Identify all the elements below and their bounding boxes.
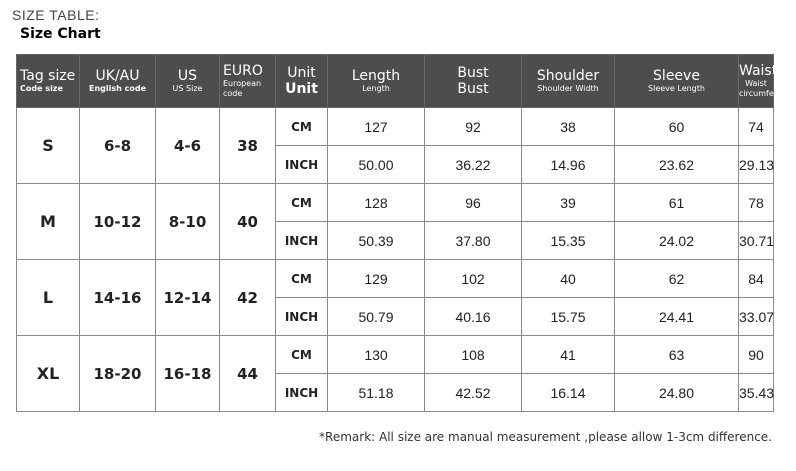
cell-shoulder: 15.35 — [522, 222, 615, 260]
size-chart-table — [16, 54, 796, 412]
cell-bust: 37.80 — [425, 222, 522, 260]
cell-waist: 29.13 — [739, 146, 774, 184]
cell-waist: 35.43 — [739, 374, 774, 412]
cell-waist: 30.71 — [739, 222, 774, 260]
cell-bust: 42.52 — [425, 374, 522, 412]
header-unit: Unit Unit — [276, 55, 328, 108]
table-row — [17, 260, 774, 298]
size-tag: M — [17, 184, 80, 260]
size-tag: S — [17, 108, 80, 184]
table-row — [17, 184, 774, 222]
header-shoulder: Shoulder Shoulder Width — [522, 55, 615, 108]
cell-sleeve: 60 — [615, 108, 739, 146]
cell-bust: 40.16 — [425, 298, 522, 336]
size-tag: L — [17, 260, 80, 336]
table-row — [17, 336, 774, 374]
cell-length: 50.39 — [328, 222, 425, 260]
cell-shoulder: 14.96 — [522, 146, 615, 184]
euro-code: 38 — [220, 108, 276, 184]
unit-cm: CM — [276, 336, 328, 374]
unit-inch: INCH — [276, 298, 328, 336]
cell-length: 51.18 — [328, 374, 425, 412]
cell-waist: 74 — [739, 108, 774, 146]
cell-sleeve: 24.41 — [615, 298, 739, 336]
cell-length: 50.00 — [328, 146, 425, 184]
header-bust: Bust Bust — [425, 55, 522, 108]
unit-cm: CM — [276, 260, 328, 298]
header-us: US US Size — [156, 55, 220, 108]
cell-bust: 102 — [425, 260, 522, 298]
unit-cm: CM — [276, 184, 328, 222]
cell-bust: 92 — [425, 108, 522, 146]
cell-length: 127 — [328, 108, 425, 146]
remark-note: *Remark: All size are manual measurement ,please allow 1-3cm difference. — [319, 430, 772, 444]
table-row — [17, 108, 774, 146]
uk-code: 18-20 — [80, 336, 156, 412]
cell-shoulder: 15.75 — [522, 298, 615, 336]
size-tag: XL — [17, 336, 80, 412]
cell-shoulder: 41 — [522, 336, 615, 374]
header-uk-au: UK/AU English code — [80, 55, 156, 108]
unit-inch: INCH — [276, 374, 328, 412]
unit-inch: INCH — [276, 146, 328, 184]
cell-bust: 108 — [425, 336, 522, 374]
cell-length: 128 — [328, 184, 425, 222]
unit-cm: CM — [276, 108, 328, 146]
cell-waist: 78 — [739, 184, 774, 222]
us-code: 12-14 — [156, 260, 220, 336]
cell-shoulder: 16.14 — [522, 374, 615, 412]
us-code: 8-10 — [156, 184, 220, 260]
uk-code: 6-8 — [80, 108, 156, 184]
cell-sleeve: 23.62 — [615, 146, 739, 184]
cell-sleeve: 61 — [615, 184, 739, 222]
cell-sleeve: 24.80 — [615, 374, 739, 412]
cell-length: 129 — [328, 260, 425, 298]
euro-code: 42 — [220, 260, 276, 336]
cell-bust: 96 — [425, 184, 522, 222]
header-euro: EURO European code — [220, 55, 276, 108]
cell-bust: 36.22 — [425, 146, 522, 184]
cell-waist: 33.07 — [739, 298, 774, 336]
uk-code: 14-16 — [80, 260, 156, 336]
us-code: 4-6 — [156, 108, 220, 184]
euro-code: 40 — [220, 184, 276, 260]
cell-sleeve: 62 — [615, 260, 739, 298]
uk-code: 10-12 — [80, 184, 156, 260]
header-length: Length Length — [328, 55, 425, 108]
header-sleeve: Sleeve Sleeve Length — [615, 55, 739, 108]
cell-waist: 90 — [739, 336, 774, 374]
us-code: 16-18 — [156, 336, 220, 412]
cell-length: 130 — [328, 336, 425, 374]
cell-sleeve: 24.02 — [615, 222, 739, 260]
cell-shoulder: 38 — [522, 108, 615, 146]
cell-sleeve: 63 — [615, 336, 739, 374]
cell-waist: 84 — [739, 260, 774, 298]
euro-code: 44 — [220, 336, 276, 412]
header-waist: Waist Waist circumference — [739, 55, 774, 108]
cell-shoulder: 39 — [522, 184, 615, 222]
header-tag-size: Tag size Code size — [17, 55, 80, 108]
size-table-heading: SIZE TABLE: — [12, 7, 100, 23]
cell-shoulder: 40 — [522, 260, 615, 298]
size-chart-title: Size Chart — [20, 26, 101, 42]
table-header-row — [17, 55, 774, 108]
cell-length: 50.79 — [328, 298, 425, 336]
unit-inch: INCH — [276, 222, 328, 260]
